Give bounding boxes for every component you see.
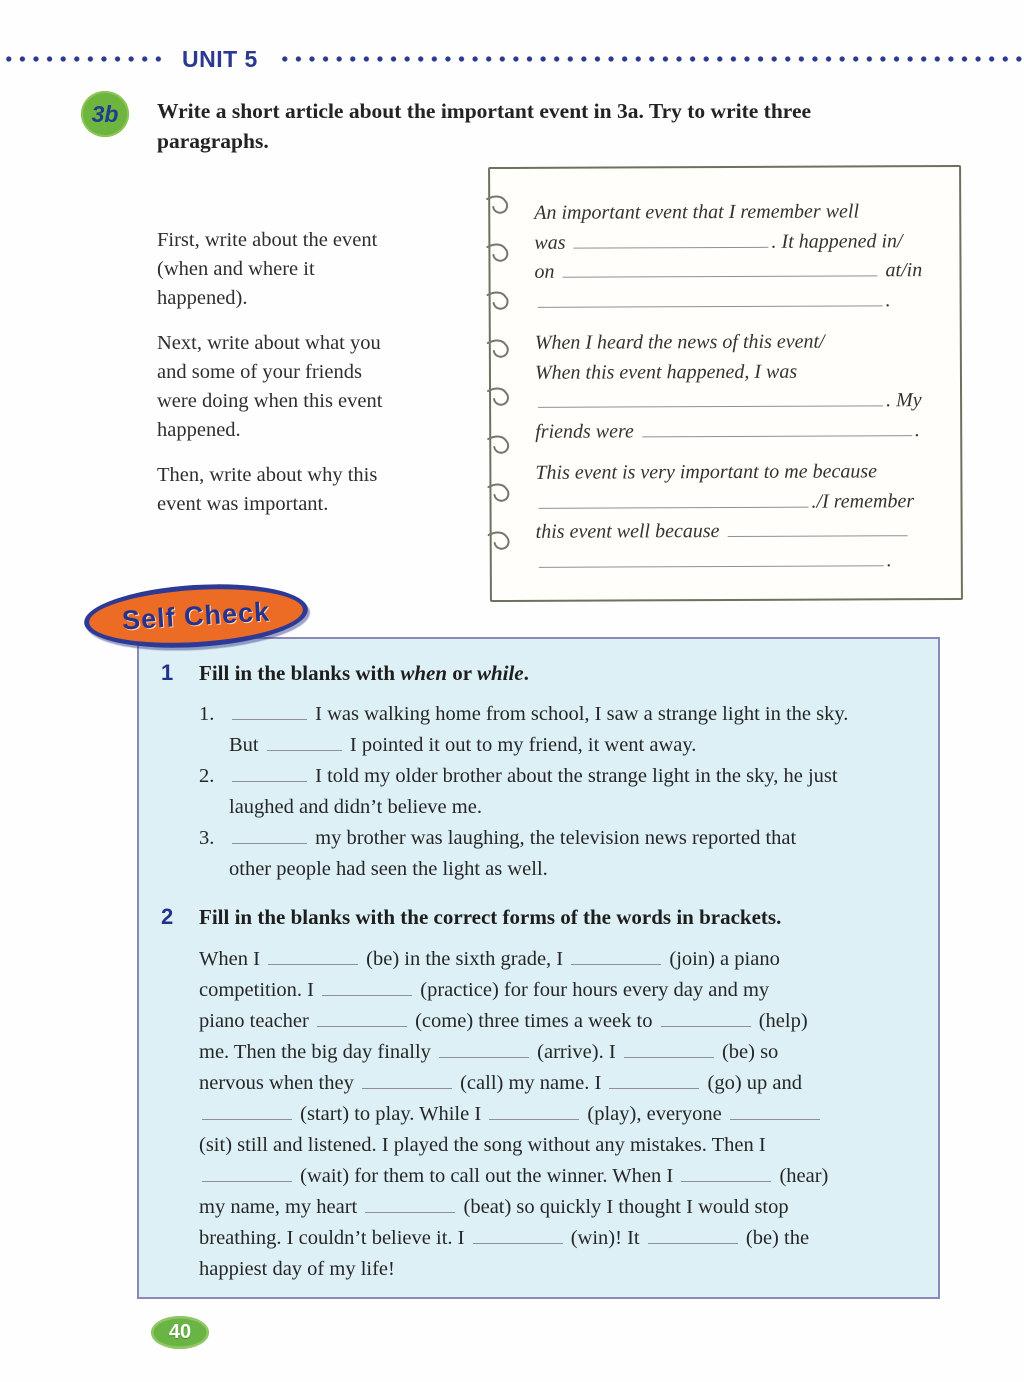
exercise-1-line: But I pointed it out to my friend, it went away. — [229, 730, 929, 761]
guide-paragraph — [157, 461, 487, 519]
activity-3b-instruction — [157, 96, 1002, 156]
fill-in-blank — [232, 762, 307, 782]
notebook-line: this event well because — [536, 516, 949, 547]
dotted-rule-left — [0, 55, 168, 63]
notebook-line: When this event happened, I was — [534, 360, 798, 384]
fill-in-blank — [648, 1224, 738, 1244]
item-number: 3. — [199, 827, 215, 849]
notebook-line: ./I remember — [535, 487, 948, 518]
fill-in-blank — [624, 1038, 714, 1058]
self-check-label: Self Check — [121, 596, 271, 635]
notebook-panel — [488, 165, 963, 602]
fill-in-blank — [642, 416, 912, 437]
dotted-rule-right — [276, 55, 1024, 63]
guide-paragraph — [157, 226, 487, 313]
exercise-2-line: (wait) for them to call out the winner. When I (hear) — [199, 1161, 934, 1192]
unit-header — [0, 46, 1024, 72]
fill-in-blank — [362, 1069, 452, 1089]
fill-in-blank — [322, 976, 412, 996]
exercise-2-line: nervous when they (call) my name. I (go) up and — [199, 1068, 934, 1099]
guide-line: event was important. — [157, 493, 329, 515]
fill-in-blank — [473, 1224, 563, 1244]
fill-in-blank — [232, 700, 307, 720]
notebook-line: . — [536, 546, 949, 577]
fill-in-blank — [730, 1100, 820, 1120]
fill-in-blank — [538, 487, 808, 508]
exercise-2-line: When I (be) in the sixth grade, I (join) a piano — [199, 944, 934, 975]
fill-in-blank — [439, 1038, 529, 1058]
self-check-panel — [137, 637, 940, 1299]
fill-in-blank — [661, 1007, 751, 1027]
page-number-badge — [151, 1316, 209, 1349]
fill-in-blank — [539, 546, 884, 568]
guide-line: (when and where it — [157, 258, 315, 280]
guide-line: Next, write about what you — [157, 332, 381, 354]
instruction-line: Write a short article about the important event in 3a. Try to write three — [157, 99, 812, 123]
exercise-1-title-text: Fill in the blanks with when or while. — [199, 661, 529, 685]
notebook-line: was . It happened in/ — [534, 227, 947, 258]
exercise-1-item — [199, 761, 929, 823]
item-number: 1. — [199, 703, 215, 725]
guide-line: happened). — [157, 287, 248, 309]
exercise-1-item — [199, 699, 929, 761]
exercise-1-line: I was walking home from school, I saw a strange light in the sky. — [229, 699, 929, 730]
fill-in-blank — [538, 286, 883, 308]
exercise-1-title — [161, 659, 529, 687]
fill-in-blank — [317, 1007, 407, 1027]
fill-in-blank — [609, 1069, 699, 1089]
fill-in-blank — [727, 516, 907, 537]
notebook-template-text — [534, 197, 949, 577]
guide-line: Then, write about why this — [157, 464, 378, 486]
guide-line: happened. — [157, 419, 241, 441]
activity-3b-badge: 3b — [81, 91, 129, 137]
guide-line: First, write about the event — [157, 229, 378, 251]
fill-in-blank — [232, 824, 307, 844]
spiral-binding-icon — [485, 169, 525, 597]
notebook-line: friends were . — [535, 416, 948, 447]
item-number: 2. — [199, 765, 215, 787]
exercise-2-line: happiest day of my life! — [199, 1258, 395, 1280]
fill-in-blank — [267, 731, 342, 751]
exercise-2-line: competition. I (practice) for four hours every day and my — [199, 975, 934, 1006]
exercise-2-title-text: Fill in the blanks with the correct forms of the words in brackets. — [199, 905, 782, 929]
fill-in-blank — [571, 945, 661, 965]
fill-in-blank — [562, 256, 877, 277]
exercise-2-line: (start) to play. While I (play), everyone — [199, 1099, 934, 1130]
fill-in-blank — [681, 1162, 771, 1182]
exercise-2-number: 2 — [161, 904, 174, 929]
exercise-2-line: piano teacher (come) three times a week to (help) — [199, 1006, 934, 1037]
exercise-1-line: my brother was laughing, the television news reported that — [229, 823, 929, 854]
fill-in-blank — [202, 1100, 292, 1120]
notebook-line: This event is very important to me because — [535, 460, 878, 484]
notebook-line: . My — [535, 386, 948, 417]
exercise-1-line: laughed and didn’t believe me. — [229, 796, 482, 818]
exercise-2-line: (sit) still and listened. I played the song without any mistakes. Then I — [199, 1134, 766, 1156]
exercise-1-items — [199, 699, 929, 885]
exercise-1-line: I told my older brother about the strange light in the sky, he just — [229, 761, 929, 792]
guide-line: and some of your friends — [157, 361, 362, 383]
guide-line: were doing when this event — [157, 390, 383, 412]
notebook-line: on at/in — [534, 256, 947, 287]
exercise-1-item — [199, 823, 929, 885]
fill-in-blank — [489, 1100, 579, 1120]
guide-paragraph — [157, 329, 487, 445]
exercise-2-line: my name, my heart (beat) so quickly I thought I would stop — [199, 1192, 934, 1223]
instruction-line: paragraphs. — [157, 129, 269, 153]
notebook-line: . — [535, 286, 948, 317]
exercise-1-line: other people had seen the light as well. — [229, 858, 548, 880]
exercise-1-number: 1 — [161, 660, 174, 685]
exercise-2-text — [199, 944, 934, 1285]
fill-in-blank — [202, 1162, 292, 1182]
fill-in-blank — [365, 1193, 455, 1213]
exercise-2-line: breathing. I couldn’t believe it. I (win)! It (be) the — [199, 1223, 934, 1254]
unit-title: UNIT 5 — [182, 45, 258, 72]
exercise-2-title — [161, 903, 781, 931]
fill-in-blank — [268, 945, 358, 965]
writing-guide — [157, 226, 487, 535]
notebook-line: When I heard the news of this event/ — [534, 330, 825, 354]
notebook-line: An important event that I remember well — [534, 200, 860, 224]
fill-in-blank — [538, 386, 883, 408]
exercise-2-line: me. Then the big day finally (arrive). I (be) so — [199, 1037, 934, 1068]
page-number-label: 40 — [168, 1321, 192, 1343]
fill-in-blank — [573, 227, 768, 248]
